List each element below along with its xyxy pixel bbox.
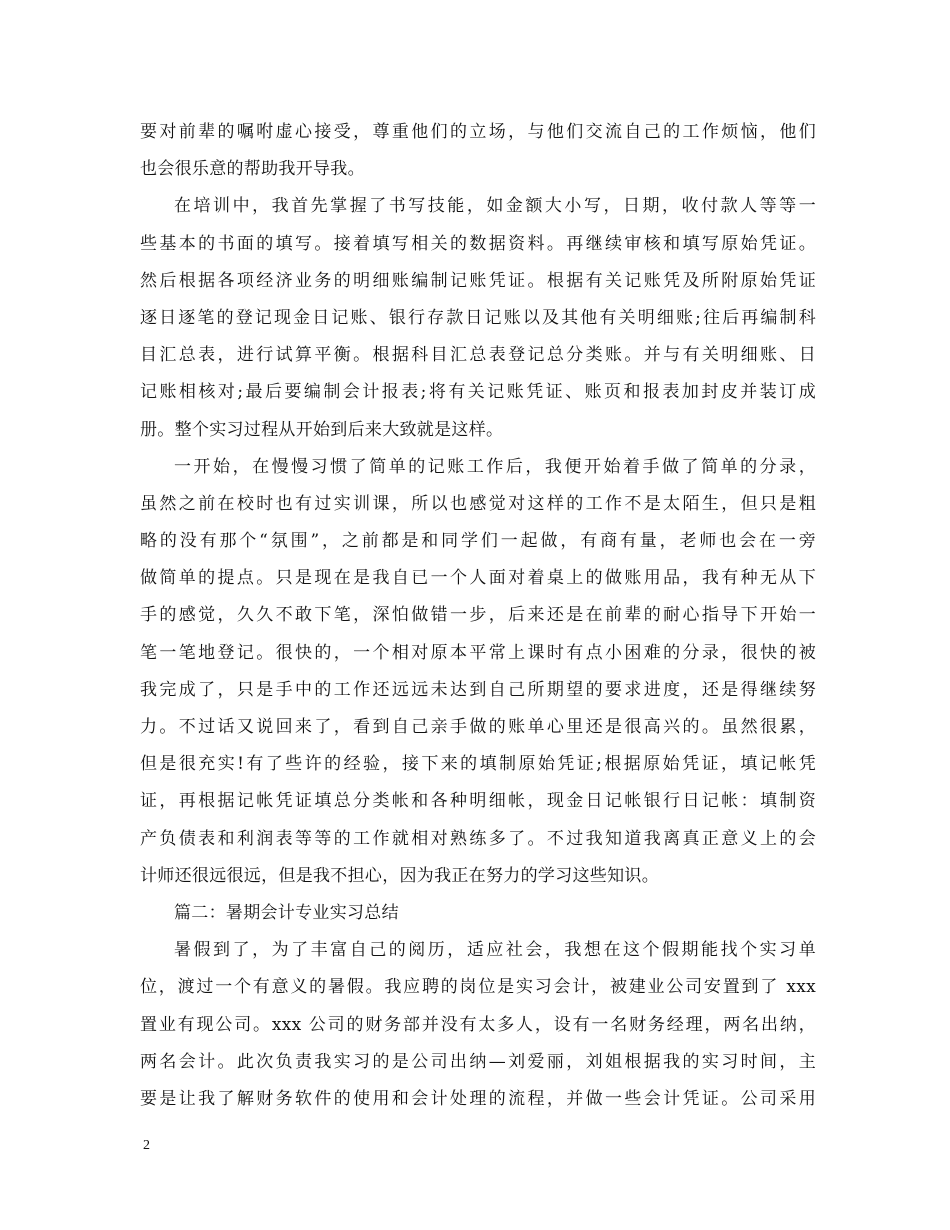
text-line: 产负债表和利润表等等的工作就相对熟练多了。不过我知道我离真正意义上的会 bbox=[140, 828, 816, 849]
text-line: 虽然之前在校时也有过实训课，所以也感觉对这样的工作不是太陌生，但只是粗 bbox=[140, 493, 816, 514]
text-line: 暑假到了，为了丰富自己的阅历，适应社会，我想在这个假期能找个实习单 bbox=[174, 940, 816, 961]
text-line: 计师还很远很远，但是我不担心，因为我正在努力的学习这些知识。 bbox=[140, 865, 659, 886]
text-line: 目汇总表，进行试算平衡。根据科目汇总表登记总分类账。并与有关明细账、日 bbox=[140, 345, 816, 366]
text-line: 但是很充实!有了些许的经验，接下来的填制原始凭证;根据原始凭证，填记帐凭 bbox=[140, 754, 816, 775]
text-line: 些基本的书面的填写。接着填写相关的数据资料。再继续审核和填写原始凭证。 bbox=[140, 233, 816, 254]
text-line: 力。不过话又说回来了，看到自己亲手做的账单心里还是很高兴的。虽然很累， bbox=[140, 717, 816, 737]
text-line: 然后根据各项经济业务的明细账编制记账凭证。根据有关记账凭及所附原始凭证 bbox=[140, 270, 816, 291]
text-line: 略的没有那个“氛围”，之前都是和同学们一起做，有商有量，老师也会在一旁 bbox=[140, 531, 816, 552]
text-line: 逐日逐笔的登记现金日记账、银行存款日记账以及其他有关明细账;往后再编制科 bbox=[140, 307, 816, 328]
text-line: 置业有现公司。xxx 公司的财务部并没有太多人，设有一名财务经理，两名出纳， bbox=[140, 1014, 816, 1035]
text-line: 证，再根据记帐凭证填总分类帐和各种明细帐，现金日记帐银行日记帐：填制资 bbox=[140, 791, 816, 812]
body-text bbox=[140, 114, 816, 1118]
text-line: 手的感觉，久久不敢下笔，深怕做错一步，后来还是在前辈的耐心指导下开始一 bbox=[140, 605, 816, 626]
text-line: 我完成了，只是手中的工作还远远未达到自己所期望的要求进度，还是得继续努 bbox=[140, 679, 816, 700]
text-line: 册。整个实习过程从开始到后来大致就是这样。 bbox=[140, 419, 504, 440]
text-line: 一开始，在慢慢习惯了简单的记账工作后，我便开始着手做了简单的分录， bbox=[174, 456, 816, 477]
text-line: 要对前辈的嘱咐虚心接受，尊重他们的立场，与他们交流自己的工作烦恼，他们 bbox=[140, 122, 816, 142]
section-heading: 篇二：暑期会计专业实习总结 bbox=[174, 902, 399, 923]
text-line: 位，渡过一个有意义的暑假。我应聘的岗位是实习会计，被建业公司安置到了 xxx bbox=[140, 977, 816, 998]
text-line: 也会很乐意的帮助我开导我。 bbox=[140, 159, 365, 180]
text-line: 两名会计。此次负责我实习的是公司出纳—刘爱丽，刘姐根据我的实习时间，主 bbox=[140, 1051, 816, 1072]
text-line: 要是让我了解财务软件的使用和会计处理的流程，并做一些会计凭证。公司采用 bbox=[140, 1088, 816, 1109]
text-line: 在培训中，我首先掌握了书写技能，如金额大小写，日期，收付款人等等一 bbox=[174, 196, 816, 217]
page-number: 2 bbox=[143, 1138, 150, 1153]
text-line: 笔一笔地登记。很快的，一个相对原本平常上课时有点小困难的分录，很快的被 bbox=[140, 642, 816, 663]
text-line: 记账相核对;最后要编制会计报表;将有关记账凭证、账页和报表加封皮并装订成 bbox=[140, 382, 816, 403]
text-line: 做简单的提点。只是现在是我自已一个人面对着桌上的做账用品，我有种无从下 bbox=[140, 568, 816, 589]
